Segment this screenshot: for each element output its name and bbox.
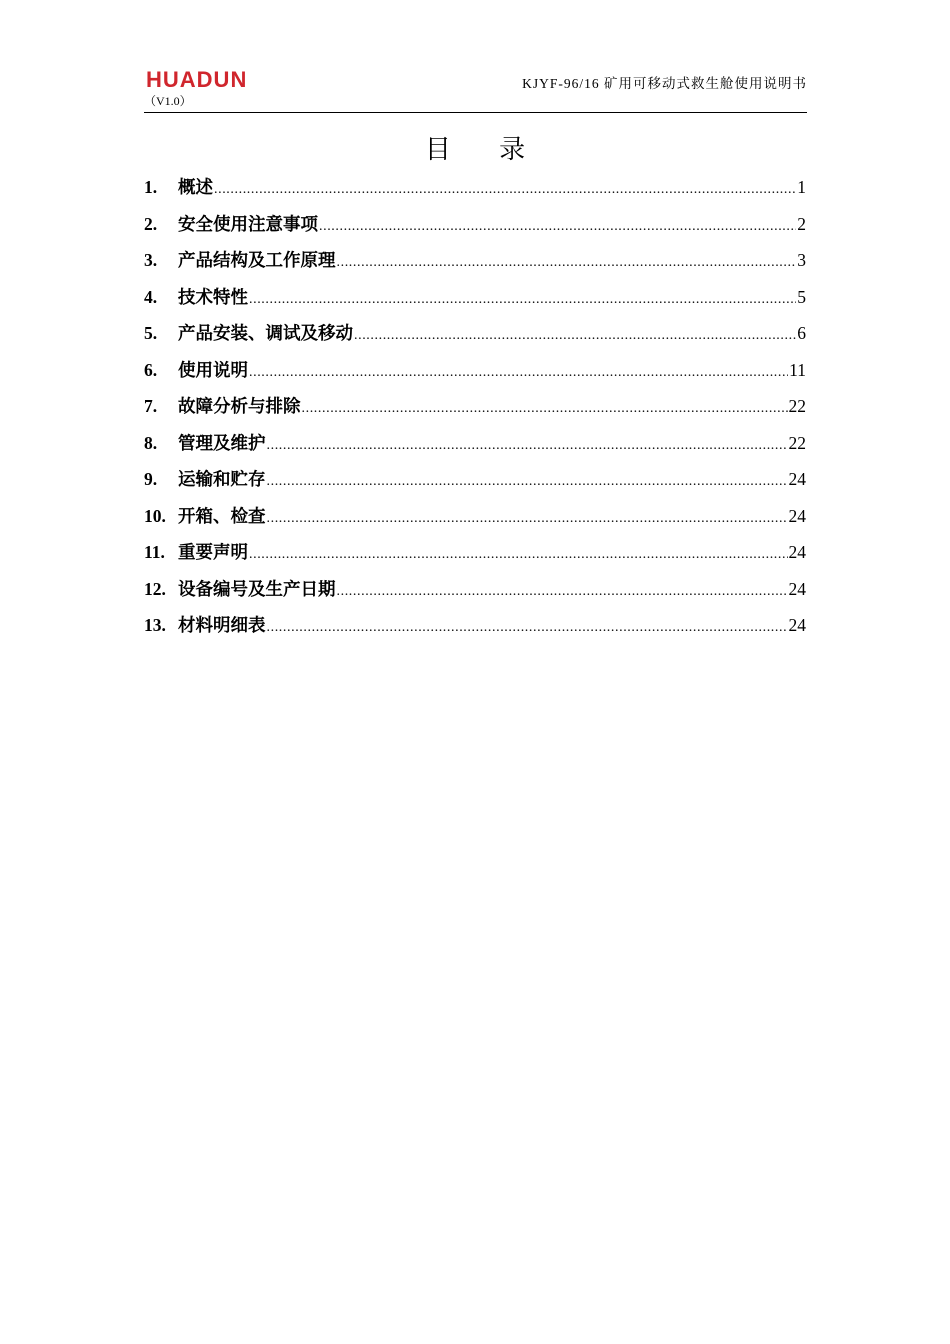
logo-text: HUADUN — [146, 67, 248, 92]
page-header — [144, 66, 807, 113]
toc-entry-number: 13. — [144, 615, 166, 635]
toc-entry[interactable] — [144, 574, 806, 604]
toc-entry-number: 1. — [144, 177, 158, 197]
toc-entry[interactable] — [144, 391, 806, 421]
toc-entry-page: 3 — [797, 250, 806, 270]
toc-leader-dots — [214, 175, 796, 205]
toc-entry-label: 设备编号及生产日期 — [178, 579, 336, 600]
toc-entry-number: 4. — [144, 286, 158, 307]
toc-leader-dots — [249, 540, 788, 570]
toc-entry-label: 产品安装、调试及移动 — [178, 324, 353, 344]
toc-leader-dots — [337, 577, 788, 607]
toc-entry-page: 1 — [797, 177, 806, 197]
toc-entry-label: 技术特性 — [178, 287, 248, 308]
toc-entry-page: 6 — [797, 323, 806, 343]
toc-entry-label: 重要声明 — [178, 543, 248, 563]
toc-entry[interactable] — [144, 428, 806, 458]
toc-entry-page: 24 — [788, 578, 806, 599]
toc-entry-page: 11 — [789, 359, 806, 380]
toc-entry-number: 2. — [144, 213, 158, 234]
toc-entry-page: 24 — [788, 505, 806, 526]
toc-entry-number: 5. — [144, 323, 158, 343]
toc-entry[interactable] — [144, 610, 806, 640]
toc-entry-label: 使用说明 — [178, 360, 248, 381]
toc-entry-number: 12. — [144, 578, 166, 599]
toc-leader-dots — [337, 248, 797, 278]
toc-entry-page: 22 — [788, 396, 806, 416]
toc-entry[interactable] — [144, 172, 806, 202]
toc-entry[interactable] — [144, 464, 806, 494]
toc-entry[interactable] — [144, 318, 806, 348]
toc-leader-dots — [267, 467, 788, 497]
toc-leader-dots — [354, 321, 796, 351]
toc-entry-number: 10. — [144, 505, 166, 526]
toc-entry-label: 运输和贮存 — [178, 470, 266, 490]
toc-entry[interactable] — [144, 209, 806, 239]
company-logo — [146, 68, 247, 92]
document-title: KJYF-96/16 矿用可移动式救生舱使用说明书 — [522, 76, 807, 91]
toc-leader-dots — [319, 212, 796, 242]
toc-entry-page: 22 — [788, 432, 806, 453]
version-label: （V1.0） — [144, 94, 192, 108]
toc-entry-number: 11. — [144, 542, 165, 562]
toc-entry-number: 3. — [144, 250, 158, 270]
toc-entry[interactable] — [144, 355, 806, 385]
toc-entry-label: 材料明细表 — [178, 616, 266, 636]
toc-entry-number: 8. — [144, 432, 158, 453]
toc-entry-label: 概述 — [178, 178, 213, 198]
toc-entry-label: 管理及维护 — [178, 433, 266, 454]
toc-leader-dots — [249, 285, 796, 315]
toc-entry-page: 24 — [788, 469, 806, 489]
toc-entry-number: 7. — [144, 396, 158, 416]
toc-entry[interactable] — [144, 501, 806, 531]
toc-heading: 目 录 — [424, 135, 546, 165]
toc-entry-number: 9. — [144, 469, 158, 489]
toc-leader-dots — [249, 358, 788, 388]
toc-entry[interactable] — [144, 245, 806, 275]
toc-entry[interactable] — [144, 537, 806, 567]
toc-entry-page: 5 — [797, 286, 806, 307]
toc-entry-page: 24 — [788, 542, 806, 562]
toc-leader-dots — [267, 504, 788, 534]
toc-entry-label: 开箱、检查 — [178, 506, 266, 527]
toc-entry-number: 6. — [144, 359, 158, 380]
toc-entry-page: 2 — [797, 213, 806, 234]
toc-leader-dots — [302, 394, 788, 424]
toc-entry-page: 24 — [788, 615, 806, 635]
toc-leader-dots — [267, 613, 788, 643]
toc-entry-label: 产品结构及工作原理 — [178, 251, 336, 271]
toc-entry-label: 故障分析与排除 — [178, 397, 301, 417]
toc-entry[interactable] — [144, 282, 806, 312]
toc-entry-label: 安全使用注意事项 — [178, 214, 318, 235]
toc-leader-dots — [267, 431, 788, 461]
